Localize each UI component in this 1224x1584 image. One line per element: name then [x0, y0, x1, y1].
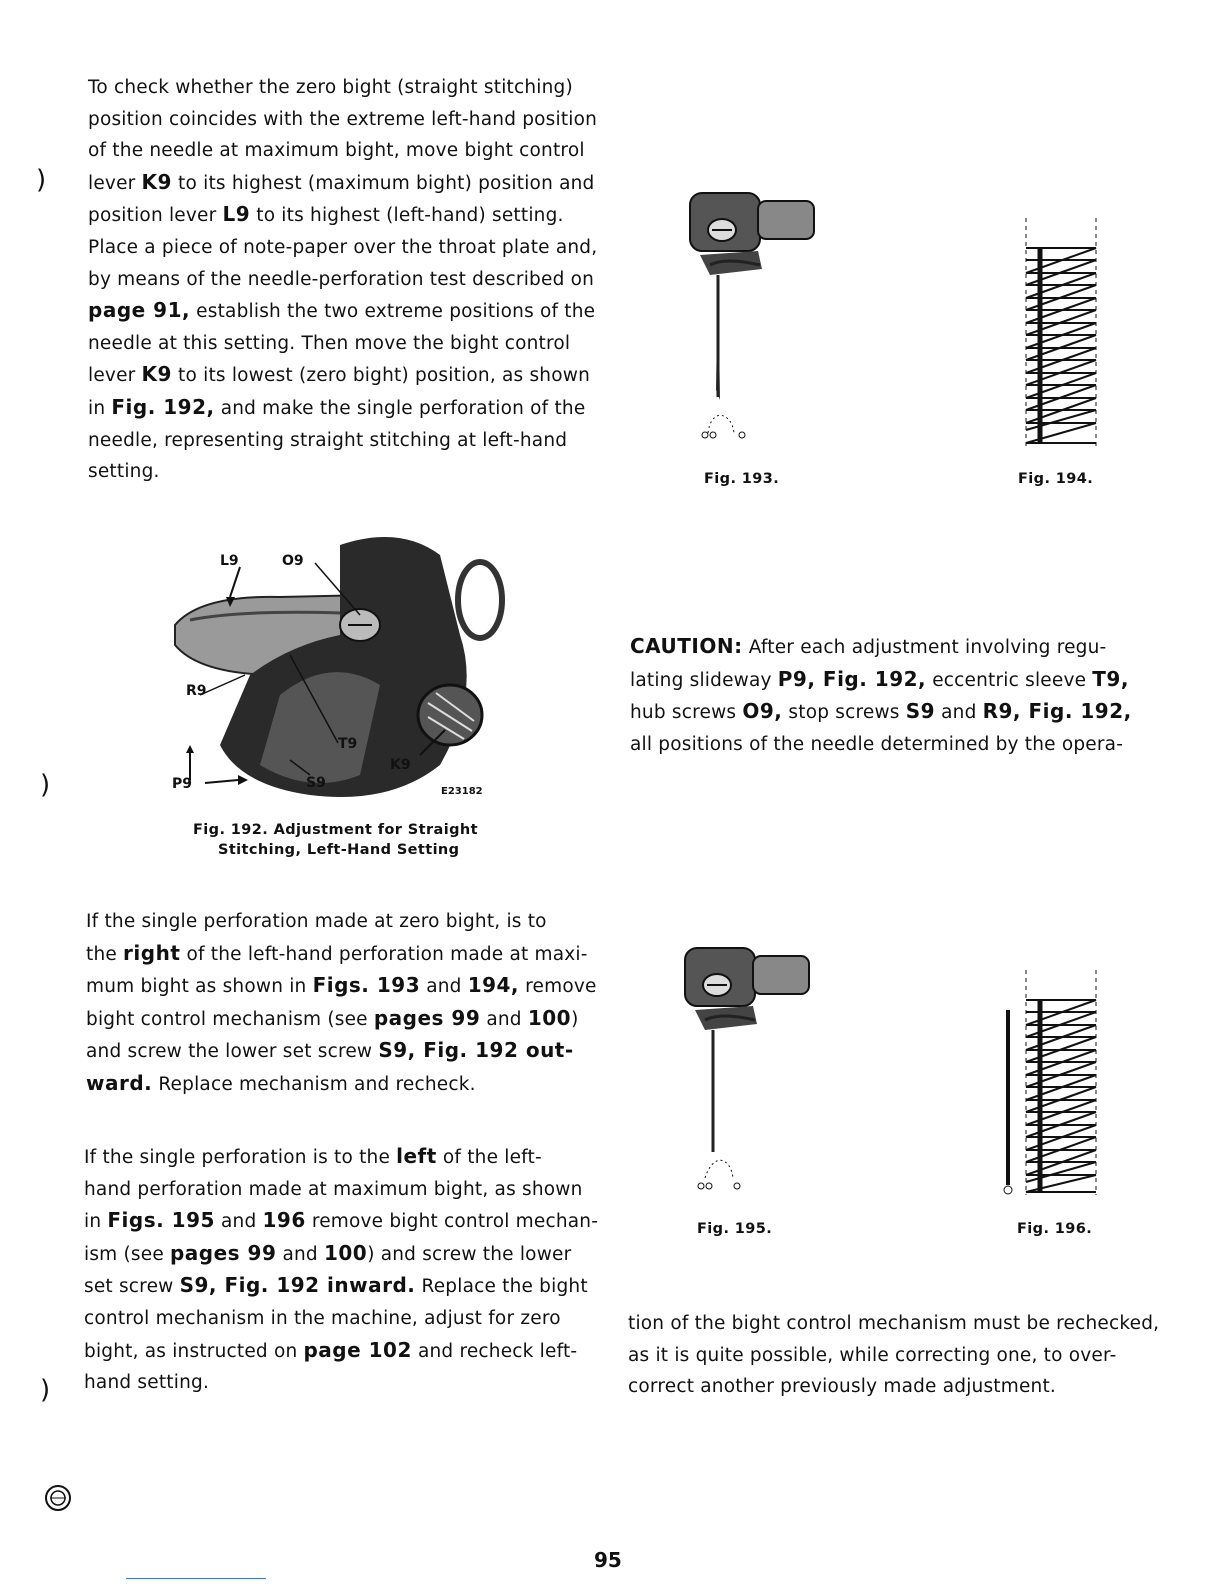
fig192-code: E23182 — [441, 786, 483, 797]
text-run: tion of the bight control mechanism must be rechecked, — [628, 1313, 1160, 1334]
bold-reference: O9, — [742, 699, 783, 724]
text-run: Replace the bight — [415, 1276, 588, 1298]
text-run: and — [214, 1211, 263, 1233]
text-line — [84, 1174, 584, 1206]
text-run: lating slideway — [630, 669, 778, 691]
bold-reference: pages 99 — [169, 1240, 277, 1265]
text-run: lever — [88, 365, 142, 387]
fig192-label-l9: L9 — [220, 553, 239, 569]
text-line — [630, 729, 1130, 761]
fig196-zigzag-illustration — [996, 970, 1106, 1200]
text-run: After each adjustment involving regu- — [742, 637, 1107, 658]
text-run: To check whether the zero bight (straight stitching) — [88, 77, 573, 98]
text-line — [88, 328, 588, 360]
bold-reference: left — [396, 1144, 437, 1168]
text-run: hand perforation made at maximum bight, as shown — [84, 1178, 583, 1200]
text-run: Place a piece of note-paper over the throat plate and, — [88, 236, 598, 258]
fig192-label-t9: T9 — [338, 736, 358, 752]
text-run: control mechanism in the machine, adjust for zero — [84, 1307, 561, 1329]
text-run: position lever — [88, 205, 223, 227]
text-run: bight, as instructed on — [84, 1340, 304, 1362]
text-line — [84, 1205, 599, 1238]
bold-reference: page 91, — [88, 298, 191, 323]
text-line — [628, 1371, 1128, 1403]
text-line — [628, 1340, 1128, 1372]
text-line — [86, 1068, 586, 1101]
text-run: hand setting. — [84, 1372, 210, 1394]
bold-reference: 100 — [323, 1240, 368, 1265]
text-line — [88, 232, 598, 264]
bold-reference: 194, — [467, 973, 520, 998]
fig193-caption: Fig. 193. — [704, 471, 780, 487]
text-run: of the left-hand perforation made at maxi- — [180, 943, 588, 965]
footer-rule — [126, 1578, 266, 1579]
text-run: and — [420, 976, 468, 998]
text-line — [88, 392, 588, 425]
bold-reference: 196 — [262, 1208, 306, 1233]
text-run: in — [88, 397, 112, 419]
text-run: remove bight control mechan- — [305, 1211, 599, 1233]
bold-reference: 100 — [527, 1005, 572, 1030]
paragraph-caution — [630, 631, 1130, 760]
text-run: needle at this setting. Then move the bight control — [88, 332, 571, 354]
text-run: hub screws — [630, 702, 743, 724]
text-line — [88, 359, 591, 392]
bold-reference: Figs. 193 — [312, 973, 421, 998]
fig192-caption-line2: Stitching, Left-Hand Setting — [218, 842, 460, 858]
text-line — [88, 425, 588, 457]
text-line — [86, 970, 597, 1003]
bold-reference: CAUTION: — [630, 634, 743, 658]
text-run: position coincides with the extreme left-hand position — [88, 108, 598, 130]
fig195-needle-illustration — [675, 940, 815, 1200]
text-run: setting. — [88, 461, 160, 483]
text-line — [86, 1035, 586, 1068]
text-line — [84, 1303, 584, 1335]
text-run: in — [84, 1211, 108, 1233]
text-run: If the single perforation made at zero bight, is to — [86, 911, 547, 932]
text-run: as it is quite possible, while correcting one, to over- — [628, 1344, 1117, 1366]
fig192-caption-line1: Fig. 192. Adjustment for Straight — [193, 822, 478, 838]
bold-reference: page 102 — [303, 1337, 412, 1362]
text-run: and recheck left- — [411, 1340, 578, 1362]
text-line — [88, 72, 588, 104]
fig192-machine-illustration — [160, 525, 520, 815]
binder-mark: ) — [36, 165, 47, 195]
text-run: mum bight as shown in — [86, 976, 313, 998]
text-run: stop screws — [782, 702, 906, 724]
text-run: the — [86, 943, 124, 965]
text-line — [86, 1003, 586, 1036]
text-run: lever — [88, 172, 142, 194]
binder-mark: ) — [40, 770, 51, 800]
text-run: of the left- — [436, 1147, 542, 1168]
text-line — [88, 264, 595, 296]
text-run: and — [935, 702, 983, 724]
paragraph-zero-bight-check — [88, 72, 598, 488]
text-run: and make the single perforation of the — [214, 397, 586, 419]
text-line — [628, 1308, 1160, 1340]
fig192-label-o9: O9 — [282, 553, 304, 569]
bold-reference: K9 — [141, 169, 172, 194]
text-run: establish the two extreme positions of the — [190, 301, 596, 323]
text-line — [84, 1367, 584, 1399]
text-line — [84, 1238, 584, 1271]
fig194-caption: Fig. 194. — [1018, 471, 1094, 487]
text-line — [86, 938, 586, 971]
text-line — [630, 631, 1130, 664]
bold-reference: S9, Fig. 192 out- — [378, 1038, 574, 1063]
text-run: to its highest (left-hand) setting. — [250, 205, 564, 227]
page-number: 95 — [594, 1548, 622, 1572]
fig195-caption: Fig. 195. — [697, 1221, 773, 1237]
bold-reference: K9 — [141, 362, 172, 387]
text-line — [88, 199, 588, 232]
text-line — [88, 135, 588, 167]
fig194-zigzag-illustration — [1010, 218, 1110, 448]
paragraph-right-perforation — [86, 906, 597, 1101]
text-line — [86, 906, 586, 938]
text-run: and — [480, 1008, 528, 1030]
text-line — [630, 664, 1130, 697]
text-run: Replace mechanism and recheck. — [152, 1073, 476, 1095]
fig193-needle-illustration — [680, 185, 820, 445]
text-line — [88, 167, 595, 200]
text-run: all positions of the needle determined by the opera- — [630, 733, 1124, 755]
paragraph-left-perforation — [84, 1141, 599, 1399]
bold-reference: S9, Fig. 192 inward. — [179, 1273, 416, 1298]
text-run: and — [276, 1243, 324, 1265]
text-line — [84, 1270, 588, 1303]
bold-reference: S9 — [905, 699, 936, 724]
text-run: bight control mechanism (see — [86, 1008, 374, 1030]
publisher-seal-logo — [44, 1484, 72, 1512]
text-line — [88, 295, 596, 328]
bold-reference: Figs. 195 — [107, 1208, 215, 1233]
bold-reference: pages 99 — [373, 1005, 481, 1030]
text-line — [88, 456, 588, 488]
bold-reference: L9 — [222, 202, 251, 227]
bold-reference: T9, — [1092, 666, 1129, 691]
fig196-caption: Fig. 196. — [1017, 1221, 1093, 1237]
text-run: to its highest (maximum bight) position and — [171, 172, 595, 194]
bold-reference: R9, Fig. 192, — [982, 699, 1132, 724]
fig192-label-p9: P9 — [172, 776, 193, 792]
bold-reference: P9, Fig. 192, — [777, 666, 927, 691]
text-line — [88, 104, 598, 136]
fig192-label-r9: R9 — [186, 683, 207, 699]
text-run: of the needle at maximum bight, move bight control — [88, 140, 585, 162]
text-run: and screw the lower set screw — [86, 1041, 379, 1063]
bold-reference: Fig. 192, — [111, 394, 215, 419]
text-run: correct another previously made adjustment. — [628, 1376, 1057, 1398]
bold-reference: ward. — [86, 1070, 153, 1095]
fig192-label-k9: K9 — [390, 757, 411, 773]
text-run: by means of the needle-perforation test described on — [88, 268, 595, 290]
binder-mark: ) — [40, 1375, 51, 1405]
bold-reference: right — [123, 940, 181, 965]
text-run: ism (see — [84, 1243, 170, 1265]
text-run: If the single perforation is to the — [84, 1147, 397, 1168]
text-run: to its lowest (zero bight) position, as shown — [171, 365, 591, 387]
text-line — [84, 1335, 584, 1368]
text-run: eccentric sleeve — [926, 669, 1093, 691]
text-line — [630, 696, 1130, 729]
text-run: set screw — [84, 1276, 180, 1298]
text-line — [84, 1141, 584, 1174]
paragraph-caution-continued — [628, 1308, 1160, 1403]
text-run: needle, representing straight stitching at left-hand — [88, 429, 568, 451]
text-run: ) — [571, 1008, 579, 1030]
fig192-label-s9: S9 — [306, 775, 326, 791]
text-run: remove — [519, 976, 597, 998]
text-run: ) and screw the lower — [367, 1243, 572, 1265]
